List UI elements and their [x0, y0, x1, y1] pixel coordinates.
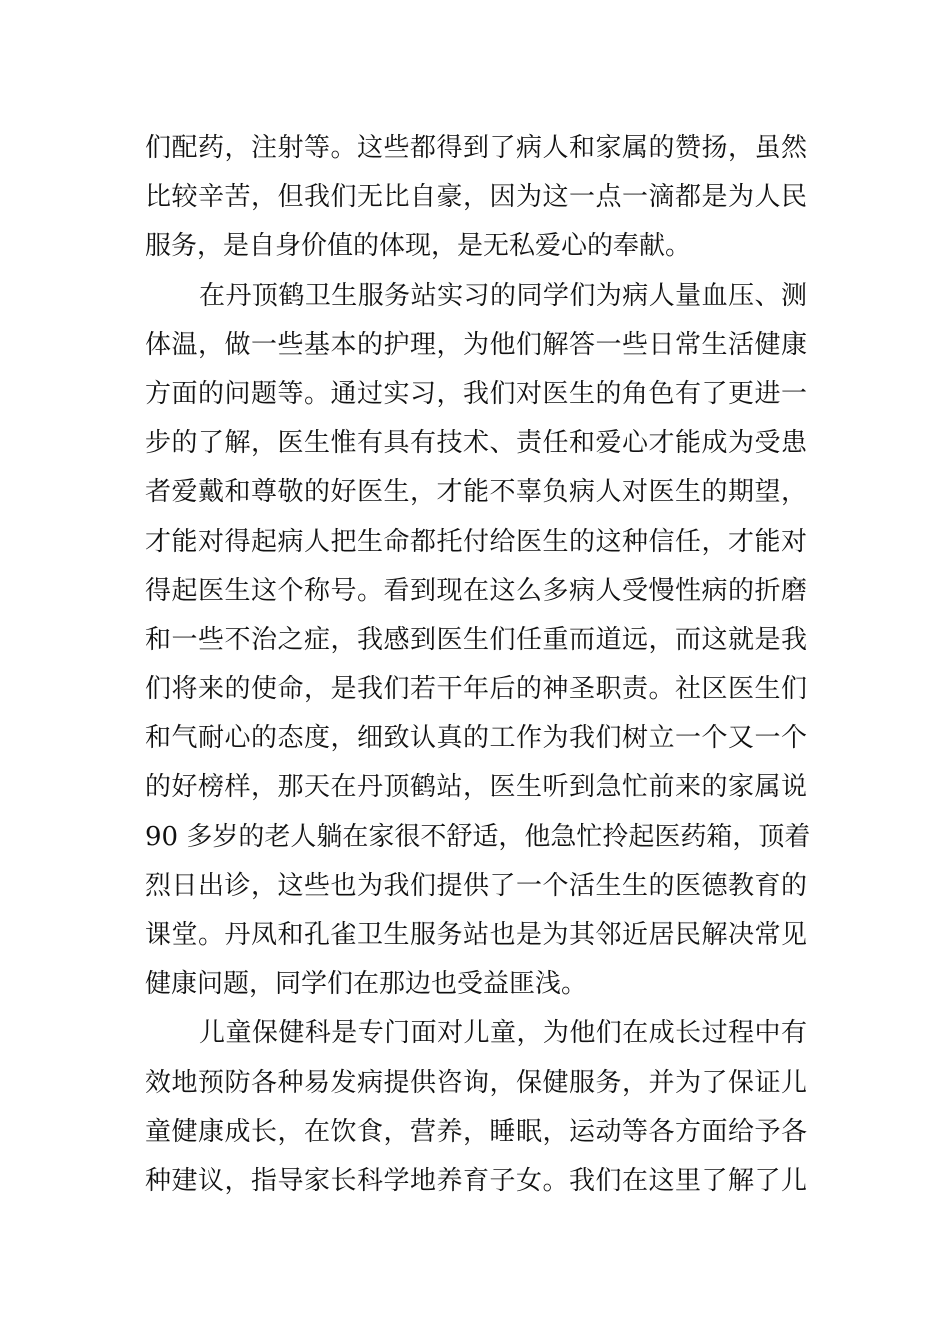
text-line: 和气耐心的态度，细致认真的工作为我们树立一个又一个 [145, 723, 807, 754]
paragraph [145, 124, 807, 272]
text-line: 体温，做一些基本的护理，为他们解答一些日常生活健康 [145, 329, 807, 360]
text-line: 比较辛苦，但我们无比自豪，因为这一点一滴都是为人民 [145, 182, 807, 213]
paragraph [145, 1009, 807, 1206]
text-line: 90 多岁的老人躺在家很不舒适，他急忙拎起医药箱，顶着 [145, 821, 811, 852]
text-line: 种建议，指导家长科学地养育子女。我们在这里了解了儿 [145, 1165, 807, 1196]
text-line: 烈日出诊，这些也为我们提供了一个活生生的医德教育的 [145, 870, 807, 901]
paragraph [145, 272, 811, 1010]
text-line: 步的了解，医生惟有具有技术、责任和爱心才能成为受患 [145, 428, 807, 459]
text-line: 者爱戴和尊敬的好医生，才能不辜负病人对医生的期望， [145, 477, 807, 508]
text-line: 儿童保健科是专门面对儿童，为他们在成长过程中有 [199, 1018, 807, 1049]
text-line: 健康问题，同学们在那边也受益匪浅。 [145, 969, 588, 1000]
text-line: 课堂。丹凤和孔雀卫生服务站也是为其邻近居民解决常见 [145, 920, 807, 950]
text-line: 方面的问题等。通过实习，我们对医生的角色有了更进一 [145, 378, 807, 409]
text-line: 在丹顶鹤卫生服务站实习的同学们为病人量血压、测 [199, 280, 807, 311]
text-line: 才能对得起病人把生命都托付给医生的这种信任，才能对 [145, 526, 807, 557]
text-line: 们将来的使命，是我们若干年后的神圣职责。社区医生们 [145, 674, 807, 705]
text-line: 得起医生这个称号。看到现在这么多病人受慢性病的折磨 [145, 575, 807, 606]
text-line: 的好榜样，那天在丹顶鹤站，医生听到急忙前来的家属说 [145, 772, 807, 803]
document-body [145, 124, 811, 1206]
text-line: 效地预防各种易发病提供咨询，保健服务，并为了保证儿 [145, 1067, 807, 1098]
text-line: 童健康成长，在饮食，营养，睡眠，运动等各方面给予各 [145, 1116, 807, 1147]
text-line: 们配药，注射等。这些都得到了病人和家属的赞扬，虽然 [145, 133, 807, 163]
text-line: 服务，是自身价值的体现，是无私爱心的奉献。 [145, 231, 692, 262]
text-line: 和一些不治之症，我感到医生们任重而道远，而这就是我 [145, 624, 807, 655]
